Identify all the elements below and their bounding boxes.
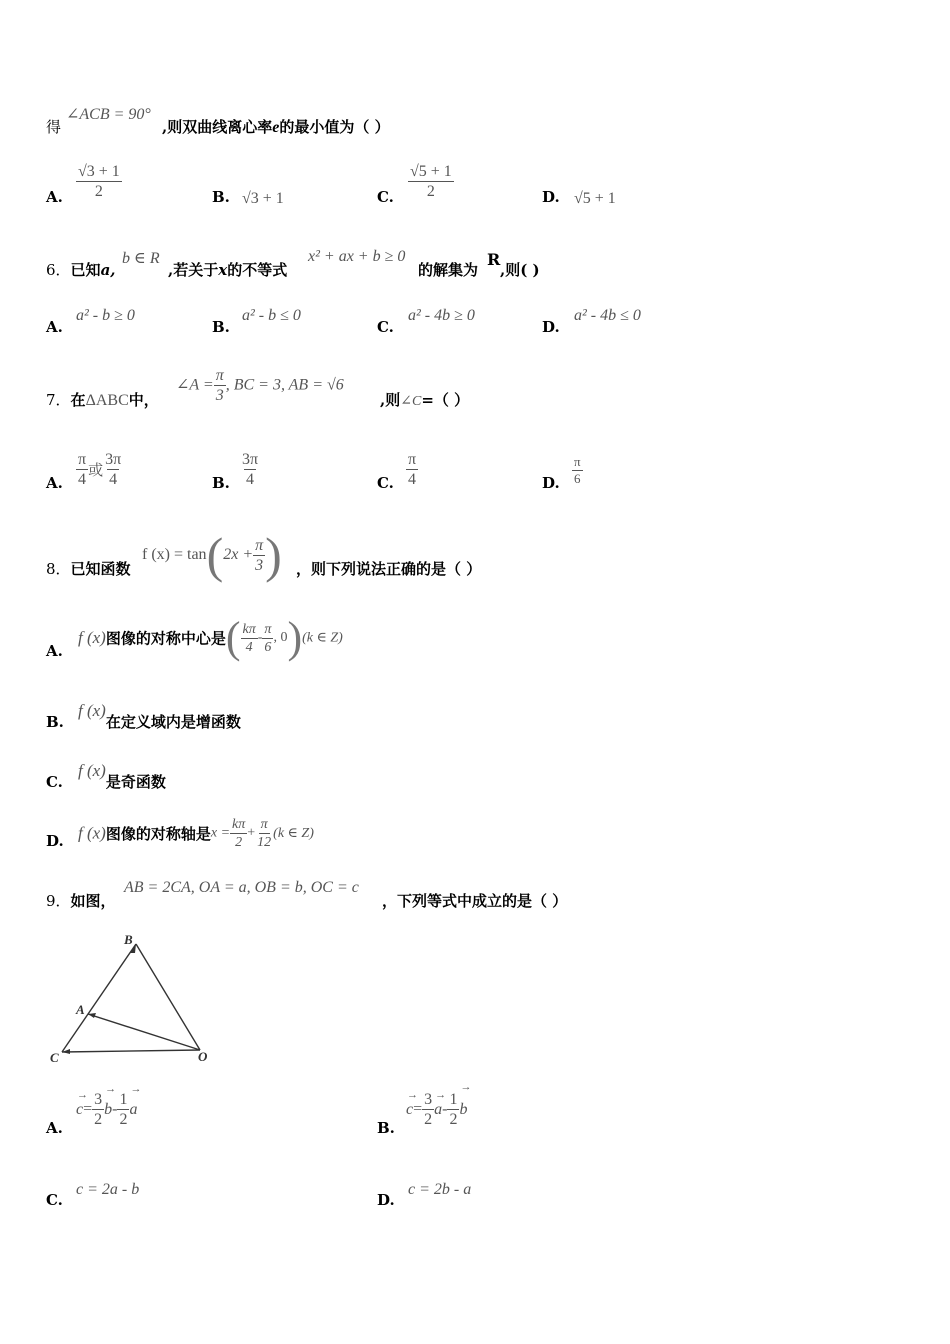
- q9-option-a-label: A.: [46, 1119, 63, 1137]
- q8-arg: 2x +: [223, 546, 254, 563]
- q8-option-a: f (x)图像的对称中心是( $\frac{k\pi}{4}$ - $\frac{\pi}{6}$ , 0)(k ∈ Z): [78, 613, 343, 662]
- label-a: A: [76, 1002, 85, 1017]
- q8-pi: π: [255, 536, 264, 554]
- q9-stem: [46, 890, 116, 911]
- q8-a-fx: f (x): [78, 628, 106, 647]
- q6-option-c: a² - 4b ≥ 0: [408, 307, 475, 324]
- q8-option-b: [78, 700, 241, 731]
- q5-a-num: √3 + 1: [78, 163, 120, 180]
- q9-b-v1-var: a: [434, 1100, 443, 1118]
- q8-d-fx: f (x): [78, 823, 106, 843]
- q7-angle-c: ∠C: [400, 394, 422, 409]
- q8-a-minus: -: [257, 630, 263, 645]
- q9-option-c-label: C.: [46, 1191, 63, 1209]
- q8-d-twelve: 12: [257, 835, 272, 850]
- q9-a-v2-var: a: [129, 1100, 138, 1118]
- q8-option-c: [78, 760, 166, 791]
- q6-t3: 的不等式: [227, 261, 288, 279]
- q8-d-plus: +: [247, 825, 256, 841]
- q9-b-eq: =: [413, 1100, 423, 1118]
- q8-option-a-label: A.: [46, 642, 63, 660]
- q8-option-b-label: B.: [46, 713, 64, 731]
- q8-t1: 已知函数: [70, 560, 131, 578]
- q6-cond: b ∈ R: [122, 250, 160, 267]
- q8-stem-2: ，则下列说法正确的是（ ）: [296, 560, 482, 578]
- q9-cond: AB = 2CA, OA = a, OB = b, OC = c: [124, 879, 359, 896]
- q7-a-n2: 3π: [105, 451, 122, 468]
- q7-cond-rest: , BC = 3, AB = √6: [225, 376, 344, 394]
- q6-R: R: [487, 250, 501, 269]
- q5-text: [162, 116, 390, 137]
- q7-option-b: [240, 450, 260, 489]
- q6-option-d: a² - 4b ≤ 0: [574, 307, 641, 324]
- q7-d-n1: π: [574, 454, 581, 469]
- q5-angle: ∠ACB = 90°: [66, 106, 151, 123]
- q9-b-n1: 3: [424, 1091, 433, 1108]
- q7-option-a-label: A.: [46, 474, 63, 492]
- q9-b-op: -: [442, 1100, 448, 1118]
- q6-a: a,: [100, 261, 116, 279]
- q9-a-n2: 1: [119, 1091, 128, 1108]
- q9-a-v1: → b: [104, 1082, 117, 1118]
- q6-x: x: [218, 261, 228, 279]
- q8-option-d-label: D.: [46, 832, 64, 850]
- q8-func: f (x) = tan: [142, 546, 207, 563]
- q7-t3: ,则: [380, 391, 401, 409]
- q9-option-d: c = 2b - a: [408, 1181, 472, 1198]
- q9-b-v2: → b: [459, 1080, 472, 1118]
- q7-option-a: [76, 450, 123, 489]
- q8-number: 8．: [46, 560, 71, 578]
- q7-condition: [176, 366, 344, 405]
- q8-d-xeq: x =: [210, 825, 231, 841]
- triangle-figure: [44, 928, 224, 1068]
- q9-a-v1-var: b: [104, 1100, 113, 1118]
- segment-bc: [62, 944, 136, 1052]
- q6-option-a: a² - b ≥ 0: [76, 307, 135, 324]
- q6-ineq: x² + ax + b ≥ 0: [308, 248, 406, 265]
- q8-a-kpi: kπ: [242, 621, 256, 637]
- q6-stem-4: ,则( ): [500, 261, 540, 279]
- q9-a-c: → c: [76, 1088, 88, 1118]
- q9-option-a: [76, 1082, 142, 1129]
- q6-option-b: a² - b ≤ 0: [242, 307, 301, 324]
- q9-stem-2: ，下列等式中成立的是（ ）: [382, 892, 568, 910]
- q5-suffix: 的最小值为（ ）: [279, 118, 390, 136]
- q8-three: 3: [255, 556, 264, 574]
- q7-option-c-label: C.: [377, 474, 394, 492]
- q7-option-b-label: B.: [212, 474, 230, 492]
- q7-c-n1: π: [408, 451, 417, 468]
- q8-option-d: [78, 816, 314, 851]
- q6-stem-2: [168, 259, 287, 280]
- q7-a-d1: 4: [78, 471, 87, 488]
- q9-option-c: c = 2a - b: [76, 1181, 140, 1198]
- q5-option-c-label: C.: [377, 188, 394, 206]
- q5-option-b-label: B.: [212, 188, 230, 206]
- q7-option-c: [406, 450, 418, 489]
- q5-option-d: √5 + 1: [574, 190, 616, 207]
- q6-t4: 的解集为: [418, 261, 479, 279]
- q9-a-d1: 2: [94, 1111, 103, 1128]
- q8-stem: [46, 558, 131, 579]
- q6-option-d-label: D.: [542, 318, 560, 336]
- q8-d-kpi: kπ: [232, 817, 246, 832]
- q6-option-b-label: B.: [212, 318, 230, 336]
- q5-a-den: 2: [94, 183, 103, 200]
- q8-c-text: 是奇函数: [105, 773, 166, 791]
- q7-d-d1: 6: [574, 471, 581, 486]
- q9-b-c-var: c: [406, 1100, 414, 1118]
- q9-a-c-var: c: [76, 1100, 84, 1118]
- q5-c-num: √5 + 1: [410, 163, 452, 180]
- q5-prefix: 得: [46, 118, 62, 136]
- q5-c-den: 2: [426, 183, 435, 200]
- q5-option-d-label: D.: [542, 188, 560, 206]
- q5-stem: [46, 116, 61, 137]
- q7-stem-2: [380, 389, 469, 410]
- q7-stem: [46, 389, 159, 410]
- segment-ao: [88, 1014, 200, 1050]
- q5-text-1: ,则双曲线离心率: [162, 118, 273, 136]
- q9-a-eq: =: [83, 1100, 93, 1118]
- q7-a-or: 或: [88, 463, 104, 479]
- q8-a-six: 6: [264, 639, 272, 655]
- q5-option-a-label: A.: [46, 188, 63, 206]
- q9-option-b: [406, 1080, 472, 1129]
- q6-stem: [46, 259, 116, 280]
- q9-b-d2: 2: [449, 1111, 458, 1128]
- q9-a-n1: 3: [94, 1091, 103, 1108]
- q7-triangle: ΔABC: [85, 392, 129, 409]
- q7-a-d2: 4: [109, 471, 118, 488]
- q9-b-v2-var: b: [459, 1100, 468, 1118]
- q7-t1: 在: [70, 391, 86, 409]
- q6-option-a-label: A.: [46, 318, 63, 336]
- q7-option-d-label: D.: [542, 474, 560, 492]
- q6-t1: 已知: [70, 261, 101, 279]
- q6-stem-3: [418, 259, 478, 280]
- q7-option-d: [572, 454, 583, 487]
- q8-a-four: 4: [245, 639, 253, 655]
- q8-b-fx: f (x): [78, 701, 106, 720]
- q7-pi: π: [215, 367, 224, 384]
- q7-b-n1: 3π: [242, 451, 259, 468]
- q8-a-tail: , 0: [273, 630, 288, 645]
- q9-number: 9．: [46, 892, 71, 910]
- q8-b-text: 在定义域内是增函数: [105, 713, 241, 731]
- q5-e: e: [272, 119, 280, 136]
- q8-a-pi: π: [264, 621, 272, 637]
- q8-a-cond: (k ∈ Z): [302, 630, 343, 646]
- label-o: O: [198, 1049, 208, 1064]
- q7-c-d1: 4: [408, 471, 417, 488]
- q7-number: 7．: [46, 391, 71, 409]
- q5-option-b: √3 + 1: [242, 190, 284, 207]
- q9-t1: 如图，: [70, 892, 116, 910]
- q9-option-b-label: B.: [377, 1119, 395, 1137]
- q6-number: 6．: [46, 261, 71, 279]
- label-b: B: [124, 932, 133, 947]
- q7-a-n1: π: [78, 451, 87, 468]
- q7-t4: =（ ）: [421, 391, 470, 409]
- segment-co: [62, 1050, 200, 1052]
- q6-option-c-label: C.: [377, 318, 394, 336]
- q8-d-two: 2: [235, 835, 243, 850]
- q9-a-op: -: [112, 1100, 118, 1118]
- q8-function: f (x) = tan(2x + $\frac{\pi}{3}$ ): [142, 527, 282, 583]
- q9-b-d1: 2: [424, 1111, 433, 1128]
- q9-b-n2: 1: [449, 1091, 458, 1108]
- label-c: C: [50, 1050, 59, 1065]
- q5-option-c: [408, 162, 454, 201]
- q7-b-d1: 4: [246, 471, 255, 488]
- q7-three: 3: [215, 387, 224, 404]
- q7-t2: 中，: [128, 391, 159, 409]
- q8-d-pi: π: [260, 817, 268, 832]
- q8-a-text: 图像的对称中心是: [105, 629, 226, 648]
- q5-option-a: [76, 162, 122, 201]
- segment-bo: [136, 944, 200, 1050]
- q8-d-cond: (k ∈ Z): [273, 826, 314, 841]
- q7-cond-a: ∠A =: [176, 376, 214, 394]
- q9-b-v1: → a: [434, 1088, 447, 1118]
- q8-d-text: 图像的对称轴是: [105, 825, 211, 843]
- q9-a-v2: → a: [129, 1082, 142, 1118]
- q9-option-d-label: D.: [377, 1191, 395, 1209]
- q9-a-d2: 2: [119, 1111, 128, 1128]
- q6-t2: ,若关于: [168, 261, 219, 279]
- q9-b-c: → c: [406, 1088, 418, 1118]
- q8-c-fx: f (x): [78, 761, 106, 780]
- q8-option-c-label: C.: [46, 773, 63, 791]
